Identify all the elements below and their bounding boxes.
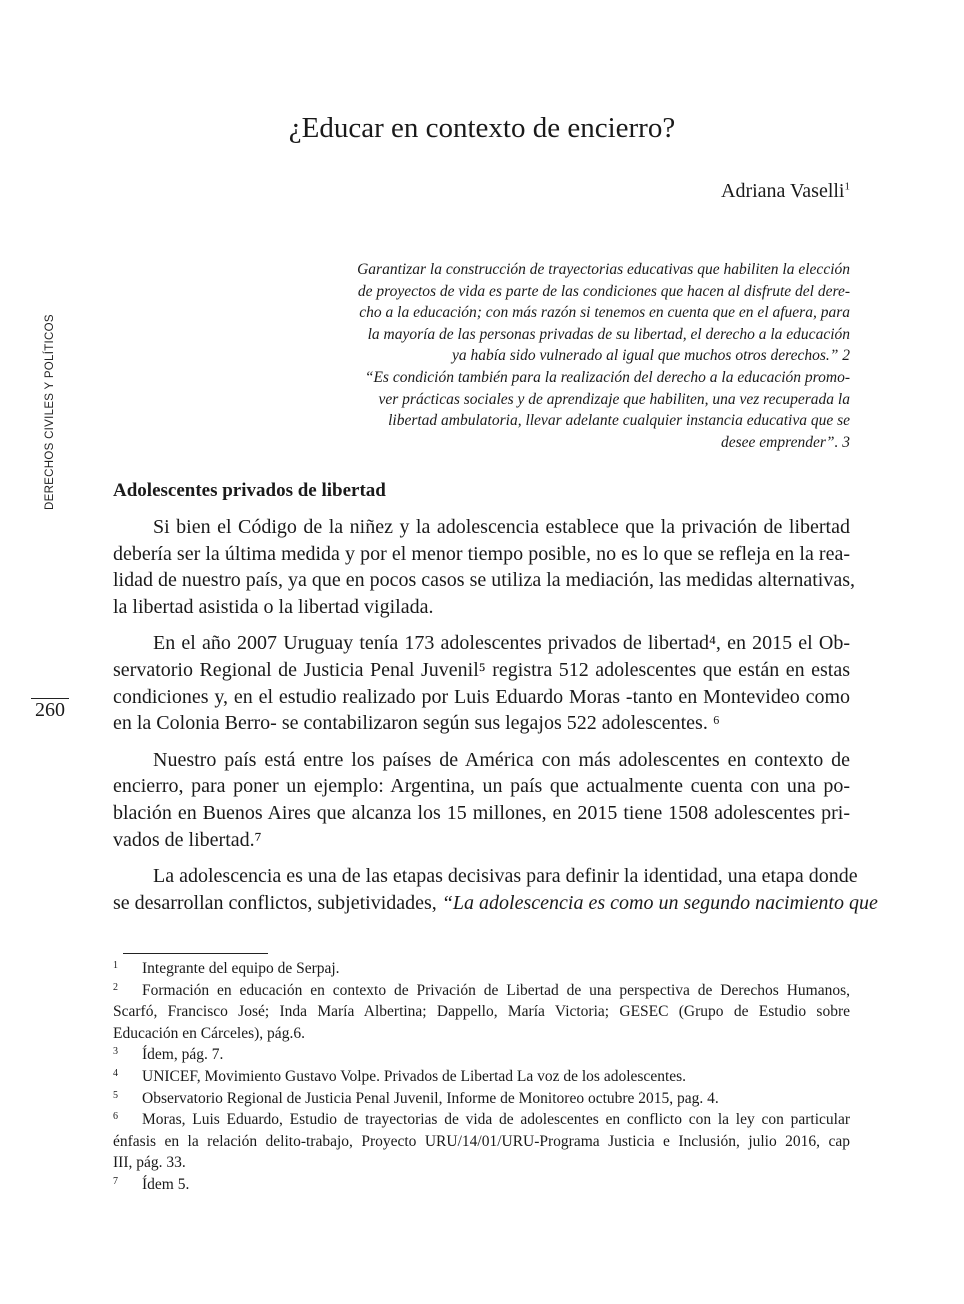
epigraph-line: de proyectos de vida es parte de las condiciones que hacen al disfrute del dere-	[357, 282, 850, 300]
footnote-text: Ídem, pág. 7.	[142, 1046, 224, 1064]
footnote-line	[113, 980, 850, 1002]
epigraph	[340, 259, 850, 453]
paragraph-line: En el año 2007 Uruguay tenía 173 adolescentes privados de libertad⁴, en 2015 el Ob-	[153, 632, 850, 655]
footnote-line	[113, 1088, 850, 1110]
paragraph	[113, 747, 850, 853]
paragraph-line: encierro, para poner un ejemplo: Argentina, un país que actualmente cuenta con una po-	[113, 775, 850, 798]
paragraph-line: se desarrollan conflictos, subjetividades, “La adolescencia es como un segundo nacimiento que	[113, 891, 878, 914]
page-title: ¿Educar en contexto de encierro?	[288, 112, 676, 144]
footnote-number: 1	[113, 960, 118, 971]
epigraph-line: Garantizar la construcción de trayectorias educativas que habiliten la elección	[357, 261, 850, 278]
footnote-number: 2	[113, 981, 118, 993]
paragraph-line: en la Colonia Berro- se contabilizaron según sus legajos 522 adolescentes. ⁶	[113, 712, 720, 735]
footnote-number: 5	[113, 1089, 118, 1101]
paragraph	[113, 863, 878, 916]
footnote-text: Formación en educación en contexto de Privación de Libertad de una perspectiva de Derechos Humanos,	[142, 981, 850, 999]
footnote-line	[113, 1131, 850, 1153]
paragraph-line: la libertad asistida o la libertad vigilada.	[113, 595, 434, 618]
footnote-line	[113, 1044, 850, 1066]
footnote-text: énfasis en la relación delito-trabajo, Proyecto URU/14/01/URU-Programa Justicia e Inclusión, julio 2016, cap	[113, 1132, 850, 1150]
paragraph-line: Nuestro país está entre los países de América con más adolescentes en contexto de	[153, 748, 850, 771]
footnote-line	[113, 1023, 850, 1045]
author	[721, 180, 850, 203]
footnote-text: Observatorio Regional de Justicia Penal Juvenil, Informe de Monitoreo octubre 2015, pag. 4.	[142, 1089, 719, 1107]
epigraph-line: la mayoría de las personas privadas de su libertad, el derecho a la educación	[367, 325, 850, 343]
footnote-line	[113, 1001, 850, 1023]
paragraph-line: servatorio Regional de Justicia Penal Juvenil⁵ registra 512 adolescentes que están en estas	[113, 658, 850, 681]
footnote-text: Integrante del equipo de Serpaj.	[142, 960, 340, 977]
paragraph	[113, 630, 850, 736]
epigraph-line: ya había sido vulnerado al igual que muchos otros derechos.” 2	[452, 347, 850, 365]
footnote-line	[113, 1109, 850, 1131]
running-section-label: DERECHOS CIVILES Y POLÍTICOS	[44, 314, 56, 510]
footnote-text: Educación en Cárceles), pág.6.	[113, 1024, 305, 1042]
footnote-text: UNICEF, Movimiento Gustavo Volpe. Privados de Libertad La voz de los adolescentes.	[142, 1067, 687, 1085]
footnote-line	[113, 958, 850, 980]
epigraph-line: ver prácticas sociales y de aprendizaje que habiliten, una vez recuperada la	[378, 390, 850, 408]
footnote-line	[113, 1066, 850, 1088]
paragraph-line: condiciones y, en el estudio realizado por Luis Eduardo Moras -tanto en Montevideo como	[113, 685, 850, 708]
paragraph-line: Si bien el Código de la niñez y la adolescencia establece que la privación de libertad	[153, 516, 850, 538]
epigraph-line: desee emprender”. 3	[721, 433, 850, 451]
page-number: 260	[31, 698, 69, 722]
footnote-text: Ídem 5.	[142, 1175, 190, 1193]
footnote-number: 7	[113, 1175, 118, 1187]
paragraph-line: blación en Buenos Aires que alcanza los 15 millones, en 2015 tiene 1508 adolescentes pri-	[113, 801, 850, 824]
footnote-number: 3	[113, 1046, 118, 1058]
author-footnote-ref: 1	[844, 180, 850, 193]
footnote-text: III, pág. 33.	[113, 1154, 186, 1172]
author-name: Adriana Vaselli	[721, 180, 845, 202]
paragraph-line: lidad de nuestro país, ya que en pocos casos se utiliza la mediación, las medidas alternativas,	[113, 569, 855, 592]
footnote-separator	[123, 953, 268, 954]
footnote-text: Moras, Luis Eduardo, Estudio de trayectorias de vida de adolescentes en conflicto con la ley con particular	[142, 1111, 850, 1129]
footnote-text: Scarfó, Francisco José; Inda María Albertina; Dappello, María Victoria; GESEC (Grupo de Estudio sobre	[113, 1003, 850, 1021]
paragraph-line: vados de libertad.⁷	[113, 828, 262, 851]
epigraph-line: “Es condición también para la realización del derecho a la educación promo-	[364, 368, 850, 386]
paragraph-line: La adolescencia es una de las etapas decisivas para definir la identidad, una etapa donde	[153, 865, 858, 888]
epigraph-line: libertad ambulatoria, llevar adelante cualquier instancia educativa que se	[388, 412, 850, 430]
body-text	[113, 478, 878, 926]
epigraph-line: cho a la educación; con más razón si tenemos en cuenta que en el afuera, para	[359, 304, 850, 322]
footnotes	[113, 958, 850, 1196]
paragraph-line: debería ser la última medida y por el menor tiempo posible, no es lo que se refleja en la rea-	[113, 542, 850, 565]
footnote-line	[113, 1152, 850, 1174]
footnote-number: 6	[113, 1111, 118, 1123]
footnote-line	[113, 1174, 850, 1196]
section-heading: Adolescentes privados de libertad	[113, 480, 386, 501]
footnote-number: 4	[113, 1067, 118, 1079]
paragraph	[113, 514, 855, 620]
